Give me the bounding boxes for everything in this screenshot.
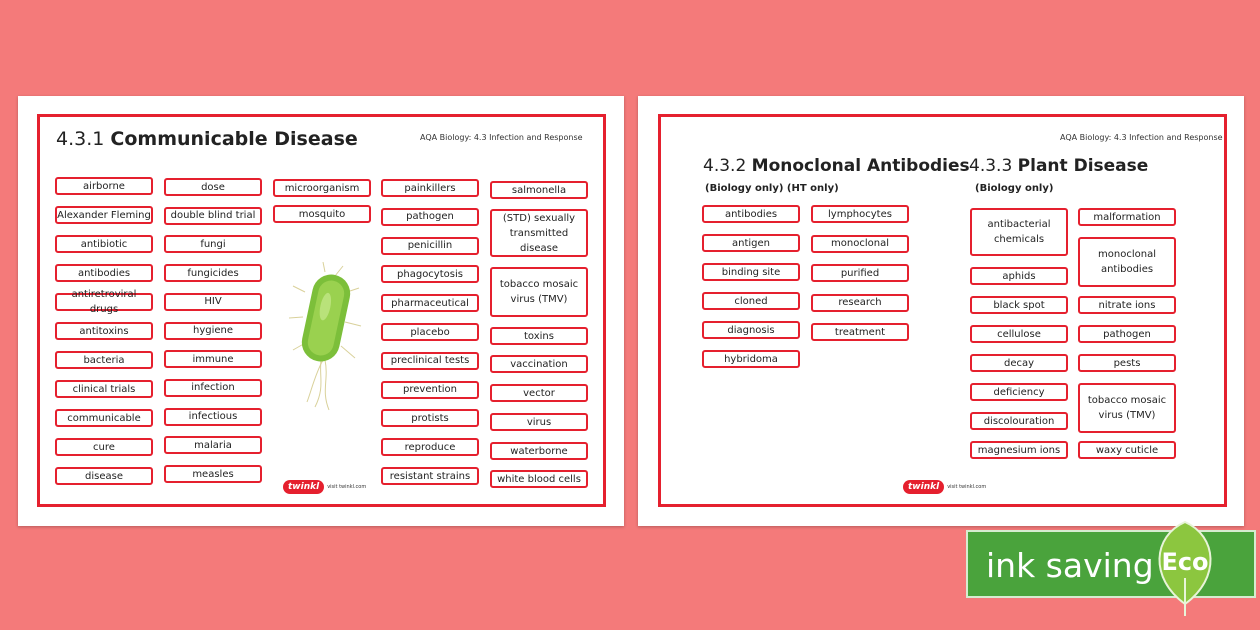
word-card: (STD) sexually transmitted disease	[490, 209, 588, 257]
word-card: aphids	[970, 267, 1068, 285]
word-card: clinical trials	[55, 380, 153, 398]
word-card: nitrate ions	[1078, 296, 1176, 314]
word-card: immune	[164, 350, 262, 368]
word-card: bacteria	[55, 351, 153, 369]
word-card: vector	[490, 384, 588, 402]
word-card: dose	[164, 178, 262, 196]
word-card: fungicides	[164, 264, 262, 282]
leaf-icon	[1145, 518, 1225, 618]
word-card: pathogen	[381, 208, 479, 226]
word-card: phagocytosis	[381, 265, 479, 283]
word-card: antitoxins	[55, 322, 153, 340]
right-logo	[903, 480, 986, 494]
ink-saving-label: ink saving	[986, 546, 1154, 585]
word-card: antibodies	[55, 264, 153, 282]
word-card: research	[811, 294, 909, 312]
word-card: pathogen	[1078, 325, 1176, 343]
word-card: waterborne	[490, 442, 588, 460]
word-card: binding site	[702, 263, 800, 281]
word-card: measles	[164, 465, 262, 483]
word-card: virus	[490, 413, 588, 431]
word-card: antibiotic	[55, 235, 153, 253]
word-card: diagnosis	[702, 321, 800, 339]
word-card: monoclonal	[811, 235, 909, 253]
right-header-right: AQA Biology: 4.3 Infection and Response	[1060, 133, 1223, 142]
word-card: protists	[381, 409, 479, 427]
bacterium-illustration-icon	[285, 262, 365, 412]
word-card: HIV	[164, 293, 262, 311]
word-card: hybridoma	[702, 350, 800, 368]
word-card: black spot	[970, 296, 1068, 314]
word-card: placebo	[381, 323, 479, 341]
monoclonal-note: (Biology only) (HT only)	[705, 183, 839, 194]
word-card: cellulose	[970, 325, 1068, 343]
word-card: deficiency	[970, 383, 1068, 401]
plant-disease-title	[969, 156, 1148, 176]
word-card: purified	[811, 264, 909, 282]
left-logo	[283, 480, 366, 494]
word-card: cure	[55, 438, 153, 456]
word-card: double blind trial	[164, 207, 262, 225]
twinkl-logo: twinkl	[283, 480, 324, 494]
word-card: pests	[1078, 354, 1176, 372]
word-card: tobacco mosaic virus (TMV)	[490, 267, 588, 317]
left-title	[56, 128, 358, 150]
word-card: antiretroviral drugs	[55, 293, 153, 311]
left-header-right: AQA Biology: 4.3 Infection and Response	[420, 133, 583, 142]
left-title-number: 4.3.1	[56, 128, 105, 150]
word-card: infectious	[164, 408, 262, 426]
word-card: waxy cuticle	[1078, 441, 1176, 459]
word-card: disease	[55, 467, 153, 485]
word-card: tobacco mosaic virus (TMV)	[1078, 383, 1176, 433]
twinkl-logo: twinkl	[903, 480, 944, 494]
word-card: discolouration	[970, 412, 1068, 430]
word-card: mosquito	[273, 205, 371, 223]
monoclonal-title-text: Monoclonal Antibodies	[751, 156, 970, 176]
word-card: communicable	[55, 409, 153, 427]
word-card: painkillers	[381, 179, 479, 197]
word-card: salmonella	[490, 181, 588, 199]
word-card: malaria	[164, 436, 262, 454]
word-card: white blood cells	[490, 470, 588, 488]
monoclonal-title-number: 4.3.2	[703, 156, 747, 176]
plant-title-text: Plant Disease	[1017, 156, 1149, 176]
word-card: preclinical tests	[381, 352, 479, 370]
plant-note: (Biology only)	[975, 183, 1054, 194]
word-card: resistant strains	[381, 467, 479, 485]
word-card: hygiene	[164, 322, 262, 340]
eco-badge-text: Eco	[1161, 548, 1209, 576]
word-card: Alexander Fleming	[55, 206, 153, 224]
word-card: decay	[970, 354, 1068, 372]
left-title-text: Communicable Disease	[110, 128, 358, 150]
word-card: cloned	[702, 292, 800, 310]
word-card: antibacterial chemicals	[970, 208, 1068, 256]
plant-title-number: 4.3.3	[969, 156, 1013, 176]
word-card: microorganism	[273, 179, 371, 197]
word-card: reproduce	[381, 438, 479, 456]
word-card: antigen	[702, 234, 800, 252]
word-card: treatment	[811, 323, 909, 341]
word-card: prevention	[381, 381, 479, 399]
word-card: magnesium ions	[970, 441, 1068, 459]
word-card: lymphocytes	[811, 205, 909, 223]
word-card: pharmaceutical	[381, 294, 479, 312]
word-card: infection	[164, 379, 262, 397]
word-card: monoclonal antibodies	[1078, 237, 1176, 287]
word-card: penicillin	[381, 237, 479, 255]
word-card: toxins	[490, 327, 588, 345]
logo-url: visit twinkl.com	[947, 484, 987, 490]
monoclonal-title	[703, 156, 970, 176]
word-card: vaccination	[490, 355, 588, 373]
word-card: fungi	[164, 235, 262, 253]
logo-url: visit twinkl.com	[327, 484, 367, 490]
word-card: antibodies	[702, 205, 800, 223]
word-card: malformation	[1078, 208, 1176, 226]
word-card: airborne	[55, 177, 153, 195]
